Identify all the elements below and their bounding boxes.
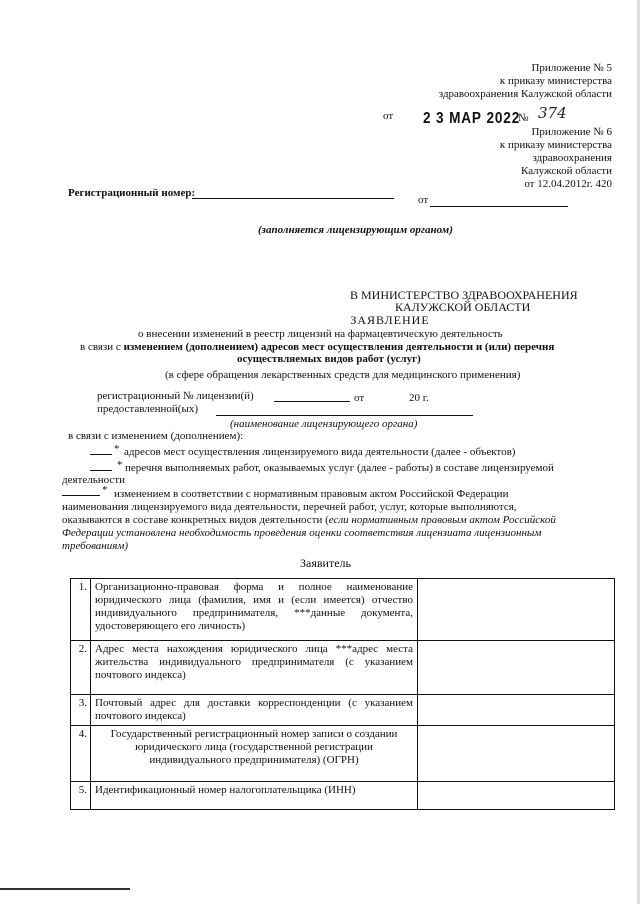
- change-3-text-d: Федерации установлена необходимость проведения оценки соответствия лицензиата лицензионным: [62, 527, 542, 539]
- change-3-text-a: изменением в соответствии с нормативным правовым актом Российской Федерации: [114, 488, 509, 500]
- change-2-text: перечня выполняемых работ, оказываемых услуг (далее - работы) в составе лицензируемой: [125, 462, 554, 474]
- row-value-field[interactable]: [418, 782, 615, 810]
- license-number-field[interactable]: [274, 401, 350, 402]
- table-row: [71, 641, 615, 695]
- change-3-text-c-plain: оказываются в составе конкретных видов деятельности (: [62, 514, 329, 526]
- change-1-mark: *: [114, 443, 120, 455]
- appendix-6-order: к приказу министерства: [499, 139, 612, 151]
- change-3-text-c: [62, 514, 556, 527]
- appendix-6-block: [392, 126, 612, 191]
- row-description: Идентификационный номер налогоплательщика (ИНН): [91, 782, 418, 810]
- title-sub1: о внесении изменений в реестр лицензий на фармацевтическую деятельность: [138, 328, 503, 340]
- applicant-heading: Заявитель: [300, 556, 351, 570]
- change-3-text-c-italic: если нормативным правовым актом Российской: [328, 514, 556, 526]
- registration-note: (заполняется лицензирующим органом): [258, 224, 453, 236]
- row-description: Организационно-правовая форма и полное наименование юридического лица (фамилия, имя и (если имеется) отчество индивидуального предпринимателя, ***данные документа, удостоверяющего его личность): [91, 579, 418, 641]
- table-row: [71, 579, 615, 641]
- order-number-sign: №: [518, 112, 529, 124]
- change-2-mark: *: [117, 459, 123, 471]
- document-title: ЗАЯВЛЕНИЕ: [350, 313, 430, 327]
- row-description: Государственный регистрационный номер записи о создании юридического лица (государственной регистрации индивидуального предпринимателя) (ОГРН): [91, 726, 418, 782]
- addressee-region: КАЛУЖСКОЙ ОБЛАСТИ: [395, 300, 531, 314]
- row-value-field[interactable]: [418, 695, 615, 726]
- appendix-6-region: Калужской области: [521, 165, 612, 177]
- row-value-field[interactable]: [418, 726, 615, 782]
- change-3-text-b: наименования лицензируемого вида деятельности, перечней работ, услуг, которые выполняются,: [62, 501, 517, 513]
- license-year: 20 г.: [409, 392, 429, 404]
- row-number: 1.: [71, 579, 91, 641]
- change-1-field[interactable]: [90, 454, 112, 455]
- registration-label: Регистрационный номер:: [68, 187, 196, 199]
- title-sub2-pre: в связи с: [80, 341, 124, 353]
- license-authority-note: (наименование лицензирующего органа): [230, 418, 418, 430]
- change-3-field[interactable]: [62, 495, 100, 496]
- order-date-prefix: от: [383, 110, 394, 122]
- order-date-stamp: 2 3 МАР 2022: [423, 110, 521, 127]
- change-3-mark: *: [102, 484, 108, 496]
- appendix-6-ministry: здравоохранения: [532, 152, 612, 164]
- registration-date-prefix: от: [418, 194, 429, 206]
- row-number: 5.: [71, 782, 91, 810]
- title-sub4: (в сфере обращения лекарственных средств для медицинского применения): [165, 369, 521, 381]
- row-description: Почтовый адрес для доставки корреспонденции (с указанием почтового индекса): [91, 695, 418, 726]
- registration-date-field[interactable]: [430, 206, 568, 207]
- change-2-text-cont: деятельности: [62, 474, 125, 486]
- row-value-field[interactable]: [418, 641, 615, 695]
- appendix-5-order: к приказу министерства: [499, 75, 612, 87]
- row-value-field[interactable]: [418, 579, 615, 641]
- appendix-6-date: от 12.04.2012г. 420: [524, 178, 612, 190]
- license-reg-label: регистрационный № лицензии(й): [97, 390, 254, 402]
- license-date-prefix: от: [354, 392, 365, 404]
- appendix-5-block: [352, 62, 612, 101]
- row-number: 4.: [71, 726, 91, 782]
- appendix-5-ministry: здравоохранения Калужской области: [438, 88, 612, 100]
- applicant-table: [70, 578, 615, 810]
- order-number-handwritten: 374: [538, 104, 567, 122]
- row-number: 3.: [71, 695, 91, 726]
- table-row: [71, 726, 615, 782]
- title-sub3: осуществляемых видов работ (услуг): [237, 353, 421, 365]
- title-sub2-bold: изменением (дополнением) адресов мест осуществления деятельности и (или) перечня: [123, 341, 555, 353]
- change-3-text-e: требованиям): [62, 540, 129, 552]
- change-2-field[interactable]: [90, 470, 112, 471]
- appendix-5-title: Приложение № 5: [531, 62, 612, 74]
- addressee-ministry: В МИНИСТЕРСТВО ЗДРАВООХРАНЕНИЯ: [350, 288, 578, 302]
- changes-intro: в связи с изменением (дополнением):: [68, 430, 244, 442]
- table-row: [71, 782, 615, 810]
- table-row: [71, 695, 615, 726]
- row-number: 2.: [71, 641, 91, 695]
- license-provided-label: предоставленной(ых): [97, 403, 198, 415]
- scan-artifact-line: [0, 888, 130, 890]
- change-1-text: адресов мест осуществления лицензируемого вида деятельности (далее - объектов): [124, 446, 516, 458]
- row-description: Адрес места нахождения юридического лица ***адрес места жительства индивидуального предпринимателя (с указанием почтового индекса): [91, 641, 418, 695]
- appendix-6-title: Приложение № 6: [531, 126, 612, 138]
- registration-number-field[interactable]: [192, 198, 394, 199]
- licensing-authority-field[interactable]: [216, 415, 473, 416]
